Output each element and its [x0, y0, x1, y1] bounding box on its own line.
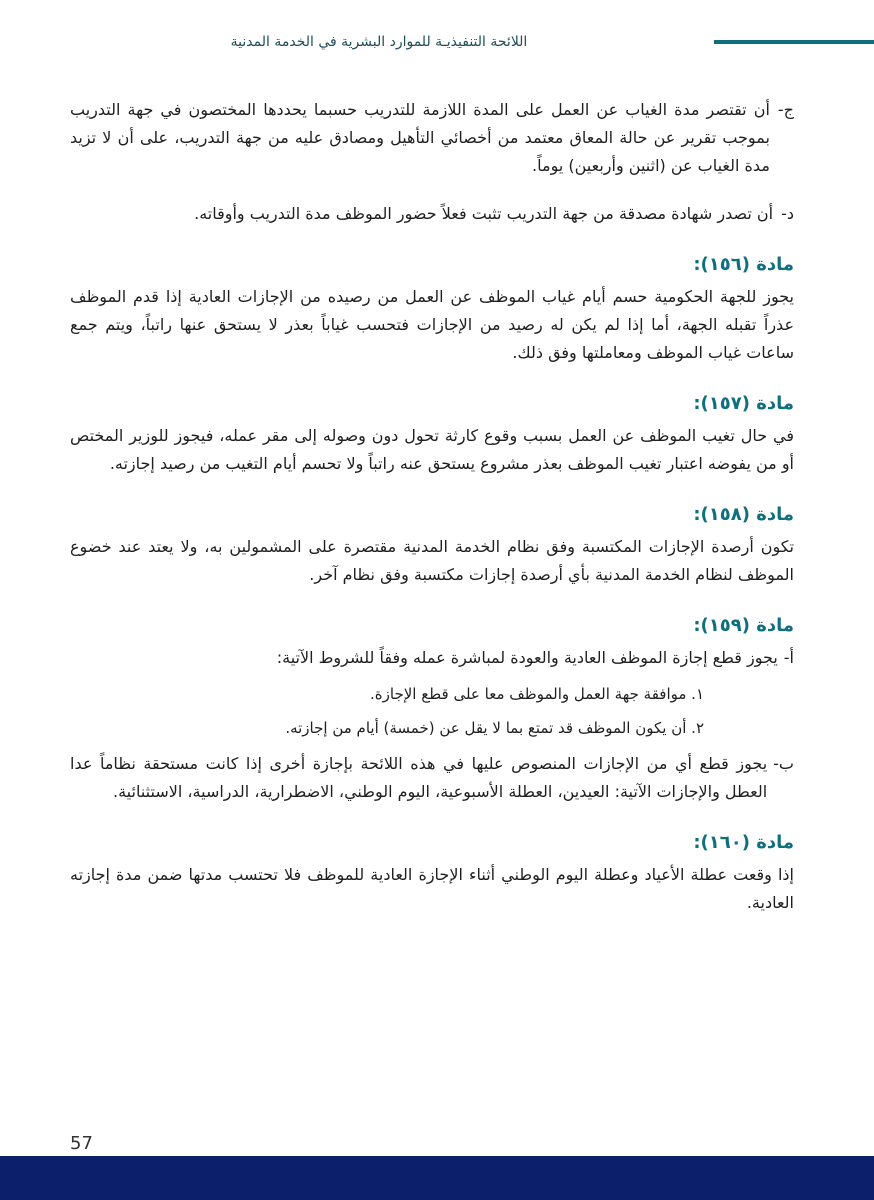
sub-item-alef: [70, 644, 794, 672]
article-160: [70, 832, 794, 917]
sub-text: يجوز قطع أي من الإجازات المنصوص عليها في هذه اللائحة بإجازة أخرى إذا كانت مستحقة نظاماً عدا العطل والإجازات الآتية: العيدين، العطلة الأسبوعية، اليوم الوطني، الاضطرارية، الدراسية، الاستثنائية.: [70, 754, 768, 801]
page-number: 57: [70, 1133, 93, 1154]
article-text: إذا وقعت عطلة الأعياد وعطلة اليوم الوطني أثناء الإجازة العادية للموظف فلا تحتسب مدتها ضمن مدة إجازته العادية.: [70, 865, 794, 912]
article-156: [70, 254, 794, 367]
article-158: [70, 504, 794, 589]
article-title: مادة (١٥٧):: [693, 393, 794, 414]
article-title: مادة (١٥٦):: [693, 254, 794, 275]
article-text: في حال تغيب الموظف عن العمل بسبب وقوع كارثة تحول دون وصوله إلى مقر عمله، فيجوز للوزير المختص أو من يفوضه اعتبار تغيب الموظف بعذر مشروع يستحق عنه راتباً ولا تحسم أيام التغيب من رصيد إجازته.: [70, 426, 794, 473]
item-text: أن تصدر شهادة مصدقة من جهة التدريب تثبت فعلاً حضور الموظف مدة التدريب وأوقاته.: [194, 204, 774, 223]
page-content: [70, 96, 794, 917]
sub-text: يجوز قطع إجازة الموظف العادية والعودة لمباشرة عمله وفقاً للشروط الآتية:: [276, 648, 778, 667]
item-text: أن تقتصر مدة الغياب عن العمل على المدة اللازمة للتدريب حسبما يحددها المختصون في جهة التدريب بموجب تقرير عن حالة المعاق معتمد من أخصائي التأهيل ومصادق عليه من جهة التدريب، على أن لا تزيد مدة الغياب عن (اثنين وأربعين) يوماً.: [70, 100, 770, 175]
article-title: مادة (١٥٨):: [693, 504, 794, 525]
sub-item-ba: [70, 750, 794, 806]
article-159: [70, 615, 794, 806]
article-157: [70, 393, 794, 478]
header-rule: [714, 40, 874, 44]
numbered-item: ٢. أن يكون الموظف قد تمتع بما لا يقل عن (خمسة) أيام من إجازته.: [285, 719, 704, 737]
sub-marker: أ-: [783, 648, 794, 667]
article-text: تكون أرصدة الإجازات المكتسبة وفق نظام الخدمة المدنية مقتصرة على المشمولين به، ولا يعتد عند خضوع الموظف لنظام الخدمة المدنية بأي أرصدة إجازات مكتسبة وفق نظام آخر.: [70, 537, 794, 584]
item-jeem: [70, 96, 794, 180]
header-title: اللائحة التنفيذيـة للموارد البشرية في الخدمة المدنية: [230, 34, 528, 50]
article-text: يجوز للجهة الحكومية حسم أيام غياب الموظف عن العمل من رصيده من الإجازات العادية إذا قدم الموظف عذراً تقبله الجهة، أما إذا لم يكن له رصيد من الإجازات فتحسب غياباً بعذر لا يستحق عنها راتباً، ويتم جمع ساعات غياب الموظف ومعاملتها وفق ذلك.: [70, 287, 794, 362]
article-title: مادة (١٥٩):: [693, 615, 794, 636]
item-marker: د-: [781, 204, 794, 223]
article-title: مادة (١٦٠):: [693, 832, 794, 853]
item-dal: [70, 200, 794, 228]
item-marker: ج-: [777, 100, 794, 119]
footer-band: [0, 1156, 874, 1200]
sub-marker: ب-: [773, 754, 794, 773]
numbered-list: [70, 682, 704, 740]
numbered-item: ١. موافقة جهة العمل والموظف معا على قطع الإجازة.: [370, 685, 704, 703]
